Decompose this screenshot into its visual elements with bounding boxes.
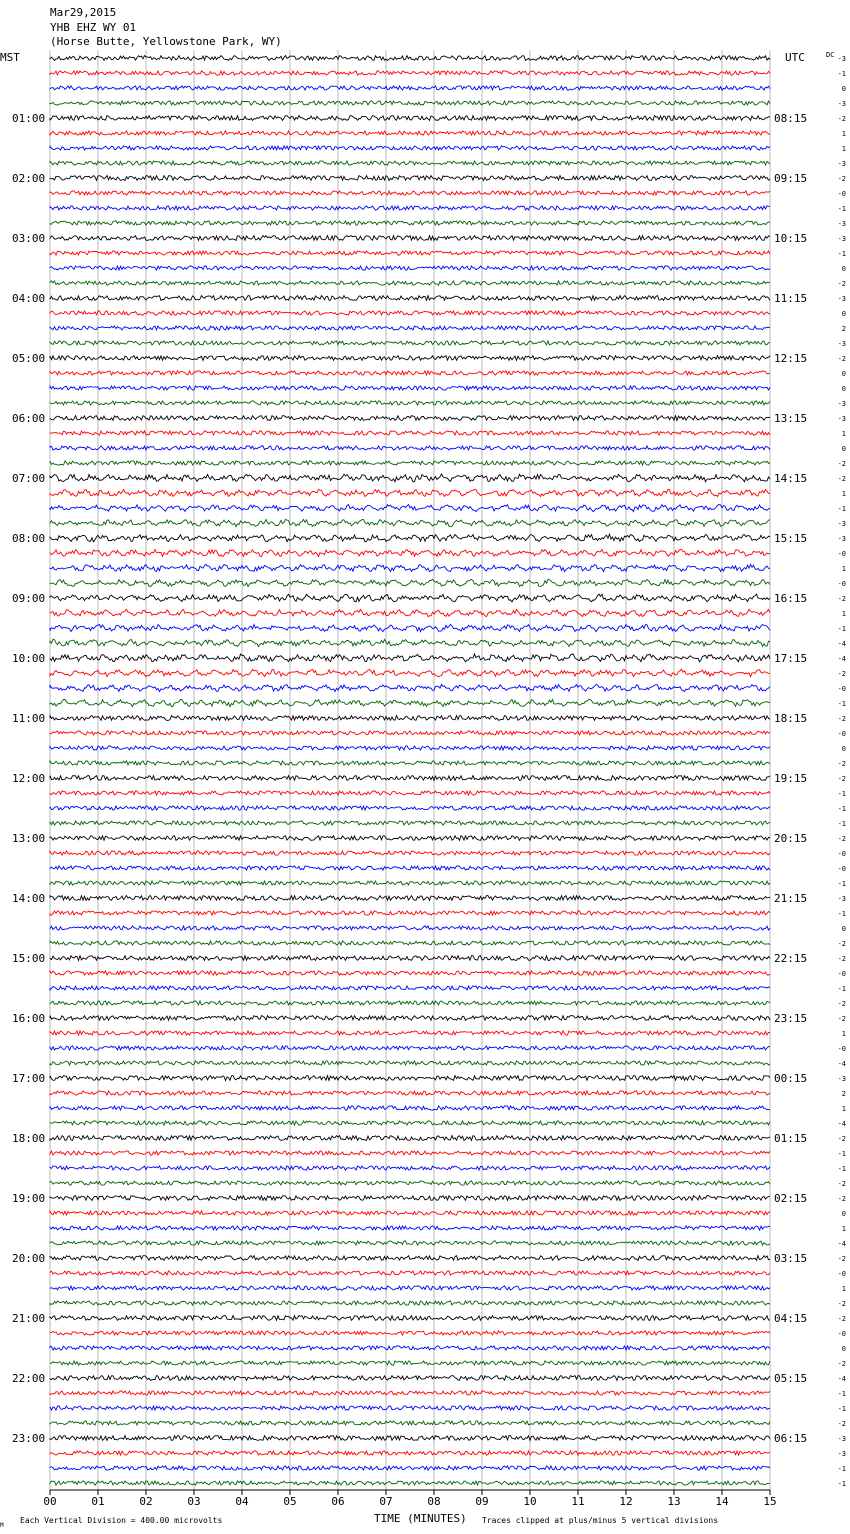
trace-row [50, 1256, 770, 1261]
trace-row [50, 896, 770, 901]
trace-row [50, 1031, 770, 1035]
x-tick-label: 00 [43, 1495, 57, 1508]
trace-row [50, 161, 770, 165]
trace-row [50, 474, 770, 482]
trace-row [50, 1211, 770, 1215]
right-hour-label: 04:15 [774, 1312, 808, 1325]
right-hour-label: 18:15 [774, 712, 808, 725]
trace-row [50, 624, 770, 631]
dc-offset-label: -1 [837, 880, 846, 888]
dc-offset-label: -4 [837, 1375, 846, 1383]
trace-row [50, 821, 770, 825]
dc-offset-label: -1 [837, 1465, 846, 1473]
trace-row [50, 356, 770, 361]
dc-offset-label: -3 [837, 295, 846, 303]
dc-offset-label: 0 [841, 1210, 846, 1218]
trace-row [50, 311, 770, 315]
x-tick-label: 15 [763, 1495, 777, 1508]
dc-offset-label: -2 [837, 1420, 846, 1428]
trace-row [50, 881, 770, 885]
left-hour-labels [12, 112, 45, 1445]
x-tick-label: 11 [571, 1495, 585, 1508]
trace-row [50, 236, 770, 241]
dc-offset-label: -2 [837, 475, 846, 483]
trace-row [50, 221, 770, 225]
right-hour-label: 05:15 [774, 1372, 808, 1385]
dc-offset-label: 2 [841, 325, 846, 333]
trace-row [50, 1166, 770, 1170]
trace-row [50, 1361, 770, 1365]
dc-offset-label: -0 [837, 970, 846, 978]
trace-row [50, 836, 770, 841]
trace-row [50, 639, 770, 646]
dc-offset-label: 1 [841, 145, 846, 153]
trace-row [50, 56, 770, 61]
dc-offset-label: -1 [837, 910, 846, 918]
dc-offset-label: -2 [837, 1180, 846, 1188]
dc-offset-label: -3 [837, 340, 846, 348]
dc-offset-label: -1 [837, 1150, 846, 1158]
trace-row [50, 1196, 770, 1201]
left-hour-label: 17:00 [12, 1072, 46, 1085]
left-hour-label: 15:00 [12, 952, 46, 965]
right-hour-label: 16:15 [774, 592, 808, 605]
x-tick-label: 12 [619, 1495, 633, 1508]
x-tick-label: 07 [379, 1495, 393, 1508]
trace-row [50, 956, 770, 961]
right-hour-label: 17:15 [774, 652, 808, 665]
trace-row [50, 1481, 770, 1485]
dc-offset-label: -2 [837, 1255, 846, 1263]
dc-offset-label: -2 [837, 1300, 846, 1308]
right-hour-label: 03:15 [774, 1252, 808, 1265]
dc-offset-label: -1 [837, 805, 846, 813]
trace-row [50, 116, 770, 121]
dc-offset-label: -2 [837, 715, 846, 723]
dc-offset-label: -1 [837, 1405, 846, 1413]
dc-offset-label: 0 [841, 745, 846, 753]
trace-row [50, 911, 770, 915]
x-tick-label: 09 [475, 1495, 489, 1508]
dc-offset-label: -2 [837, 670, 846, 678]
dc-offset-label: -4 [837, 655, 846, 663]
dc-offset-label: -1 [837, 250, 846, 258]
trace-row [50, 86, 770, 90]
dc-offset-label: -1 [837, 1165, 846, 1173]
x-tick-label: 04 [235, 1495, 249, 1508]
dc-offset-label: -4 [837, 1060, 846, 1068]
dc-offset-label: 1 [841, 430, 846, 438]
dc-offset-labels [838, 55, 846, 1488]
trace-row [50, 564, 770, 571]
dc-offset-label: 0 [841, 385, 846, 393]
dc-offset-label: -1 [837, 790, 846, 798]
trace-row [50, 731, 770, 735]
right-hour-label: 20:15 [774, 832, 808, 845]
dc-offset-label: -2 [837, 1135, 846, 1143]
trace-row [50, 806, 770, 810]
trace-row [50, 579, 770, 586]
dc-offset-label: -0 [837, 190, 846, 198]
dc-offset-label: 2 [841, 1090, 846, 1098]
right-hour-label: 14:15 [774, 472, 808, 485]
left-hour-label: 13:00 [12, 832, 46, 845]
left-hour-label: 05:00 [12, 352, 46, 365]
x-tick-label: 08 [427, 1495, 441, 1508]
trace-row [50, 296, 770, 301]
dc-offset-label: -0 [837, 1330, 846, 1338]
right-hour-label: 23:15 [774, 1012, 808, 1025]
right-hour-label: 11:15 [774, 292, 808, 305]
left-hour-label: 19:00 [12, 1192, 46, 1205]
trace-row [50, 1061, 770, 1065]
clip-note: Traces clipped at plus/minus 5 vertical divisions [482, 1516, 719, 1525]
x-tick-label: 05 [283, 1495, 297, 1508]
dc-offset-label: 0 [841, 310, 846, 318]
left-hour-label: 20:00 [12, 1252, 46, 1265]
trace-row [50, 505, 770, 512]
dc-offset-label: -3 [837, 895, 846, 903]
left-hour-label: 23:00 [12, 1432, 46, 1445]
trace-row [50, 699, 770, 706]
dc-offset-label: -4 [837, 1240, 846, 1248]
dc-offset-label: -0 [837, 550, 846, 558]
dc-offset-label: -0 [837, 685, 846, 693]
x-axis-title: TIME (MINUTES) [374, 1512, 467, 1525]
trace-row [50, 654, 770, 662]
right-timezone-label: UTC [785, 51, 805, 64]
dc-offset-label: -1 [837, 70, 846, 78]
right-hour-label: 01:15 [774, 1132, 808, 1145]
dc-offset-label: -2 [837, 940, 846, 948]
trace-row [50, 1301, 770, 1305]
trace-row [50, 941, 770, 945]
dc-offset-label: 0 [841, 370, 846, 378]
dc-offset-label: -2 [837, 280, 846, 288]
dc-offset-label: -2 [837, 1000, 846, 1008]
dc-offset-label: -3 [837, 220, 846, 228]
chart-station: YHB EHZ WY 01 [50, 21, 137, 34]
trace-row [50, 1346, 770, 1350]
dc-offset-label: -3 [837, 1435, 846, 1443]
dc-offset-label: -3 [837, 160, 846, 168]
left-hour-label: 10:00 [12, 652, 46, 665]
x-tick-label: 10 [523, 1495, 537, 1508]
right-hour-label: 09:15 [774, 172, 808, 185]
dc-offset-label: -2 [837, 775, 846, 783]
dc-offset-label: -3 [837, 55, 846, 63]
right-hour-labels [774, 112, 807, 1445]
dc-offset-label: -2 [837, 1315, 846, 1323]
trace-row [50, 1271, 770, 1275]
trace-row [50, 669, 770, 676]
trace-rows [50, 56, 770, 1486]
dc-offset-label: -0 [837, 1270, 846, 1278]
dc-offset-label: -4 [837, 640, 846, 648]
dc-offset-label: -2 [837, 115, 846, 123]
chart-date: Mar29,2015 [50, 6, 117, 19]
dc-offset-label: -0 [837, 1045, 846, 1053]
left-hour-label: 09:00 [12, 592, 46, 605]
left-hour-label: 03:00 [12, 232, 46, 245]
left-hour-label: 18:00 [12, 1132, 46, 1145]
x-axis [43, 1490, 776, 1508]
left-hour-label: 02:00 [12, 172, 46, 185]
left-hour-label: 12:00 [12, 772, 46, 785]
trace-row [50, 266, 770, 270]
trace-row [50, 1091, 770, 1095]
trace-row [50, 1076, 770, 1081]
chart-location: (Horse Butte, Yellowstone Park, WY) [50, 35, 282, 48]
dc-offset-label: -0 [837, 580, 846, 588]
trace-row [50, 716, 770, 721]
dc-offset-label: 1 [841, 1030, 846, 1038]
dc-offset-label: -2 [837, 175, 846, 183]
left-hour-label: 06:00 [12, 412, 46, 425]
dc-offset-label: -3 [837, 100, 846, 108]
trace-row [50, 461, 770, 465]
left-hour-label: 01:00 [12, 112, 46, 125]
dc-offset-label: 1 [841, 1285, 846, 1293]
dc-offset-label: 1 [841, 610, 846, 618]
trace-row [50, 1226, 770, 1230]
dc-offset-label: -0 [837, 730, 846, 738]
trace-row [50, 251, 770, 255]
dc-offset-label: 0 [841, 445, 846, 453]
trace-row [50, 519, 770, 526]
dc-offset-label: 0 [841, 1345, 846, 1353]
dc-offset-label: -1 [837, 625, 846, 633]
dc-offset-label: -1 [837, 700, 846, 708]
dc-offset-label: -1 [837, 1390, 846, 1398]
dc-offset-label: -3 [837, 415, 846, 423]
dc-offset-label: -2 [837, 760, 846, 768]
right-hour-label: 02:15 [774, 1192, 808, 1205]
x-tick-label: 02 [139, 1495, 153, 1508]
dc-offset-label: -3 [837, 400, 846, 408]
dc-offset-label: 1 [841, 1225, 846, 1233]
dc-offset-label: -2 [837, 460, 846, 468]
right-hour-label: 19:15 [774, 772, 808, 785]
trace-row [50, 146, 770, 150]
trace-row [50, 776, 770, 781]
dc-label: DC [826, 51, 835, 59]
dc-offset-label: -2 [837, 835, 846, 843]
dc-offset-label: 1 [841, 490, 846, 498]
right-hour-label: 22:15 [774, 952, 808, 965]
x-tick-label: 13 [667, 1495, 681, 1508]
x-tick-label: 01 [91, 1495, 105, 1508]
trace-row [50, 191, 770, 195]
trace-row [50, 1046, 770, 1050]
dc-offset-label: -1 [837, 505, 846, 513]
dc-offset-label: 1 [841, 565, 846, 573]
corner-mark: M [0, 1522, 4, 1529]
dc-offset-label: -4 [837, 1120, 846, 1128]
trace-row [50, 1316, 770, 1321]
trace-row [50, 971, 770, 975]
trace-row [50, 866, 770, 870]
trace-row [50, 341, 770, 345]
dc-offset-label: -0 [837, 850, 846, 858]
trace-row [50, 1391, 770, 1395]
dc-offset-label: -2 [837, 955, 846, 963]
x-tick-label: 03 [187, 1495, 201, 1508]
dc-offset-label: -2 [837, 1015, 846, 1023]
trace-row [50, 986, 770, 990]
dc-offset-label: 1 [841, 1105, 846, 1113]
trace-row [50, 1406, 770, 1410]
trace-row [50, 1421, 770, 1425]
trace-row [50, 101, 770, 105]
trace-row [50, 791, 770, 795]
dc-offset-label: -2 [837, 595, 846, 603]
dc-offset-label: 1 [841, 130, 846, 138]
dc-offset-label: -1 [837, 1480, 846, 1488]
left-hour-label: 16:00 [12, 1012, 46, 1025]
left-hour-label: 22:00 [12, 1372, 46, 1385]
right-hour-label: 13:15 [774, 412, 808, 425]
right-hour-label: 08:15 [774, 112, 808, 125]
right-hour-label: 21:15 [774, 892, 808, 905]
trace-row [50, 1466, 770, 1470]
trace-row [50, 131, 770, 135]
trace-row [50, 326, 770, 330]
scale-note: Each Vertical Division = 400.00 microvolts [20, 1516, 223, 1525]
trace-row [50, 1436, 770, 1441]
trace-row [50, 176, 770, 181]
trace-row [50, 371, 770, 375]
dc-offset-label: -0 [837, 865, 846, 873]
left-hour-label: 11:00 [12, 712, 46, 725]
dc-offset-label: 0 [841, 265, 846, 273]
trace-row [50, 1151, 770, 1155]
trace-row [50, 1121, 770, 1125]
dc-offset-label: -3 [837, 1075, 846, 1083]
trace-row [50, 1181, 770, 1185]
dc-offset-label: -3 [837, 1450, 846, 1458]
trace-row [50, 1331, 770, 1335]
dc-offset-label: -3 [837, 520, 846, 528]
dc-offset-label: -2 [837, 1195, 846, 1203]
trace-row [50, 281, 770, 285]
trace-row [50, 446, 770, 450]
left-hour-label: 21:00 [12, 1312, 46, 1325]
dc-offset-label: -1 [837, 985, 846, 993]
x-tick-label: 14 [715, 1495, 729, 1508]
trace-row [50, 1001, 770, 1005]
right-hour-label: 12:15 [774, 352, 808, 365]
right-hour-label: 00:15 [774, 1072, 808, 1085]
trace-row [50, 1241, 770, 1245]
right-hour-label: 06:15 [774, 1432, 808, 1445]
dc-offset-label: -2 [837, 1360, 846, 1368]
trace-row [50, 431, 770, 435]
trace-row [50, 761, 770, 765]
left-hour-label: 04:00 [12, 292, 46, 305]
dc-offset-label: -3 [837, 535, 846, 543]
trace-row [50, 550, 770, 557]
trace-row [50, 1016, 770, 1021]
dc-offset-label: -1 [837, 820, 846, 828]
trace-row [50, 926, 770, 930]
trace-row [50, 534, 770, 542]
left-hour-label: 14:00 [12, 892, 46, 905]
left-hour-label: 07:00 [12, 472, 46, 485]
x-tick-label: 06 [331, 1495, 345, 1508]
trace-row [50, 609, 770, 616]
trace-row [50, 746, 770, 750]
trace-row [50, 1286, 770, 1290]
trace-row [50, 594, 770, 602]
trace-row [50, 1376, 770, 1381]
trace-row [50, 1451, 770, 1455]
trace-row [50, 386, 770, 390]
trace-row [50, 684, 770, 691]
dc-offset-label: 0 [841, 85, 846, 93]
trace-row [50, 71, 770, 75]
dc-offset-label: -2 [837, 355, 846, 363]
right-hour-label: 15:15 [774, 532, 808, 545]
trace-row [50, 401, 770, 405]
trace-row [50, 206, 770, 210]
trace-row [50, 1136, 770, 1141]
left-hour-label: 08:00 [12, 532, 46, 545]
dc-offset-label: -1 [837, 205, 846, 213]
trace-row [50, 1106, 770, 1110]
trace-row [50, 851, 770, 855]
trace-row [50, 489, 770, 496]
dc-offset-label: 0 [841, 925, 846, 933]
right-hour-label: 10:15 [774, 232, 808, 245]
dc-offset-label: -3 [837, 235, 846, 243]
trace-row [50, 416, 770, 421]
left-timezone-label: MST [0, 51, 20, 64]
